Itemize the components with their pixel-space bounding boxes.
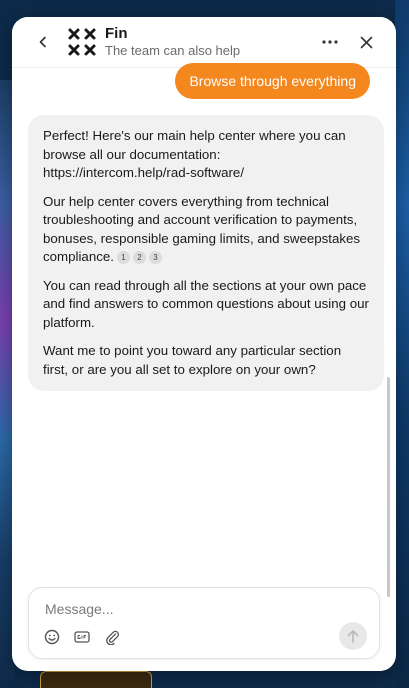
bot-paragraph-2-text: Our help center covers everything from technical troubleshooting and account verification to payments, bonuses, responsible gaming limits, and sweepstakes compliance. (43, 193, 361, 264)
emoji-icon (44, 629, 60, 645)
attachment-icon (104, 629, 120, 645)
emoji-button[interactable] (43, 628, 61, 646)
user-message-bubble: Browse through everything (175, 63, 370, 99)
close-icon (360, 36, 373, 49)
gif-button[interactable] (73, 628, 91, 646)
close-button[interactable] (354, 30, 378, 54)
chat-header (12, 17, 396, 68)
attachment-button[interactable] (103, 628, 121, 646)
agent-name: Fin (105, 25, 128, 42)
bot-paragraph-4: Want me to point you toward any particular section first, or are you all set to explore on your own? (43, 343, 342, 377)
send-button[interactable] (339, 622, 367, 650)
arrow-up-icon (347, 629, 359, 643)
citation-badge[interactable]: 1 (117, 251, 130, 264)
more-dots-icon (322, 40, 338, 44)
fin-logo-icon (66, 26, 98, 58)
more-options-button[interactable] (318, 31, 342, 53)
agent-subtitle: The team can also help (105, 43, 241, 58)
background-art-right (395, 0, 409, 688)
citation-badge[interactable]: 3 (149, 251, 162, 264)
back-button[interactable] (32, 31, 54, 53)
gif-icon (74, 631, 90, 643)
bot-paragraph-1: Perfect! Here's our main help center where you can browse all our documentation: https://intercom.help/rad-software/ (43, 128, 346, 180)
bot-message-bubble (28, 115, 384, 391)
citation-badge[interactable]: 2 (133, 251, 146, 264)
message-input[interactable] (43, 598, 347, 620)
message-composer (28, 587, 380, 659)
chevron-left-icon (37, 36, 49, 48)
bot-paragraph-3: You can read through all the sections at your own pace and find answers to common questions about using our platform. (43, 277, 369, 330)
chat-window (12, 17, 396, 671)
scrollbar[interactable] (387, 377, 390, 597)
background-art-bottom (40, 671, 152, 688)
bot-paragraph-2 (43, 193, 369, 267)
message-list[interactable] (12, 67, 396, 587)
